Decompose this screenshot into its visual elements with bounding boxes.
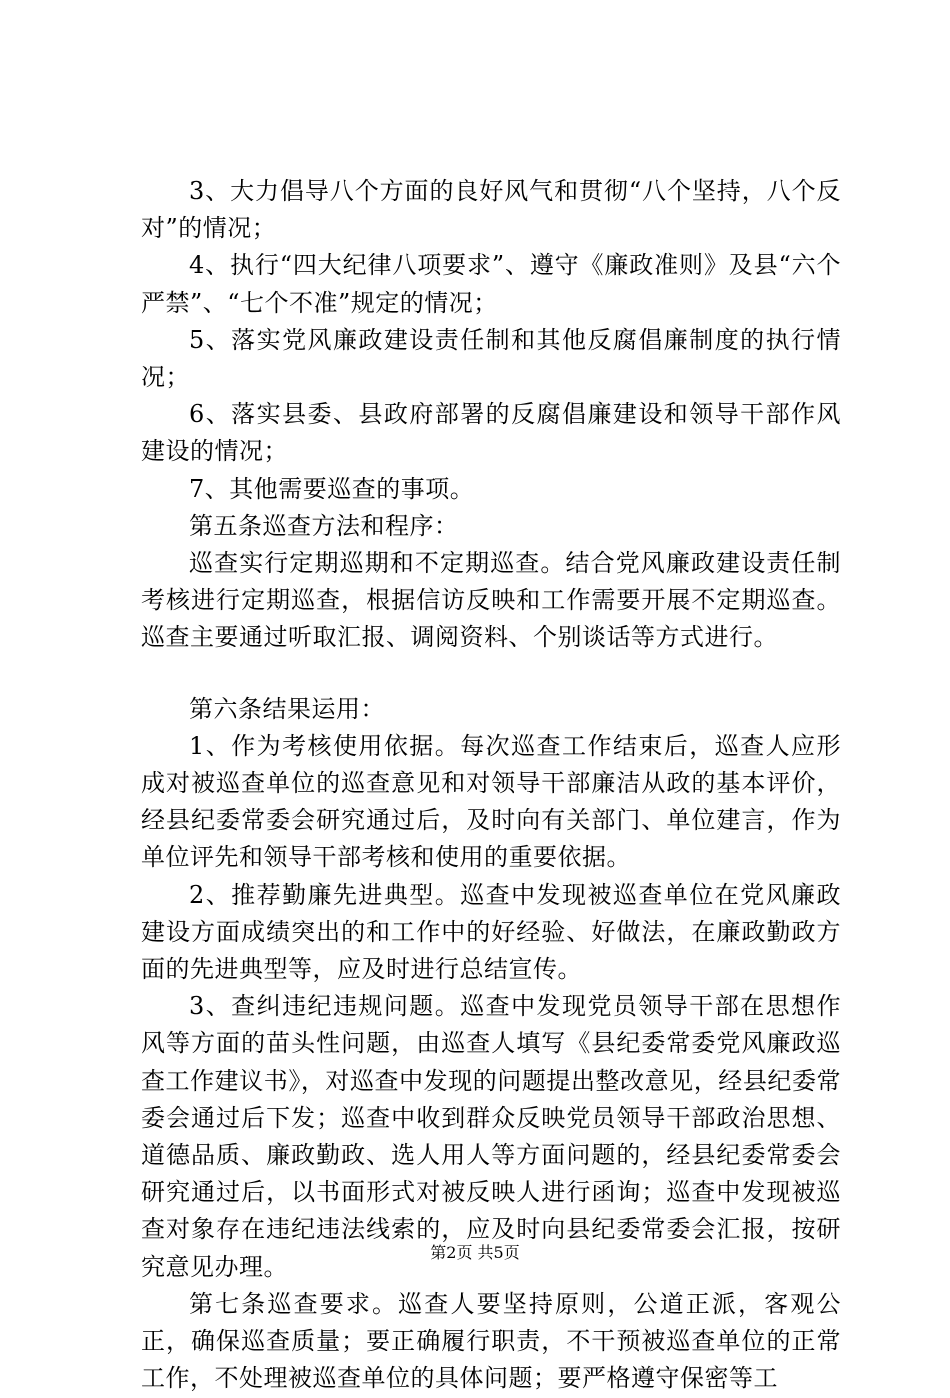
article-5-body: 巡查实行定期巡期和不定期巡查。结合党风廉政建设责任制考核进行定期巡查，根据信访反映和工作需要开展不定期巡查。巡查主要通过听取汇报、调阅资料、个别谈话等方式进行。: [141, 549, 841, 652]
article-6-item-2: 2、推荐勤廉先进典型。巡查中发现被巡查单位在党风廉政建设方面成绩突出的和工作中的好经验、好做法，在廉政勤政方面的先进典型等，应及时进行总结宣传。: [141, 880, 841, 984]
paragraph-item-5: 5、落实党风廉政建设责任制和其他反腐倡廉制度的执行情况；: [141, 325, 841, 392]
article-6-item-1: 1、作为考核使用依据。每次巡查工作结束后，巡查人应形成对被巡查单位的巡查意见和对领导干部廉洁从政的基本评价，经县纪委常委会研究通过后，及时向有关部门、单位建言，作为单位评先和领导干部考核和使用的重要依据。: [141, 731, 841, 872]
article-7-body: 第七条巡查要求。巡查人要坚持原则，公道正派，客观公正，确保巡查质量；要正确履行职责，不干预被巡查单位的正常工作，不处理被巡查单位的具体问题；要严格遵守保密等工: [141, 1289, 841, 1393]
article-6-heading: 第六条结果运用：: [189, 694, 385, 723]
paragraph-item-7: 7、其他需要巡查的事项。: [189, 474, 475, 503]
article-6-item-3: 3、查纠违纪违规问题。巡查中发现党员领导干部在思想作风等方面的苗头性问题，由巡查人填写《县纪委常委党风廉政巡查工作建议书》，对巡查中发现的问题提出整改意见，经县纪委常委会通过后下发；巡查中收到群众反映党员领导干部政治思想、道德品质、廉政勤政、选人用人等方面问题的，经县纪委常委会研究通过后，以书面形式对被反映人进行函询；巡查中发现被巡查对象存在违纪违法线索的，应及时向县纪委常委会汇报，按研究意见办理。: [141, 992, 841, 1281]
page-number-footer: 第2页 共5页: [430, 1243, 520, 1262]
paragraph-item-3: 3、大力倡导八个方面的良好风气和贯彻“八个坚持，八个反对”的情况；: [141, 177, 841, 243]
paragraph-item-4: 4、执行“四大纪律八项要求”、遵守《廉政准则》及县“六个严禁”、“七个不准”规定的情况；: [141, 251, 841, 317]
article-5-heading: 第五条巡查方法和程序：: [189, 511, 459, 540]
paragraph-item-6: 6、落实县委、县政府部署的反腐倡廉建设和领导干部作风建设的情况；: [141, 400, 841, 466]
document-body: [141, 173, 841, 1398]
paragraph-gap: [141, 657, 841, 691]
